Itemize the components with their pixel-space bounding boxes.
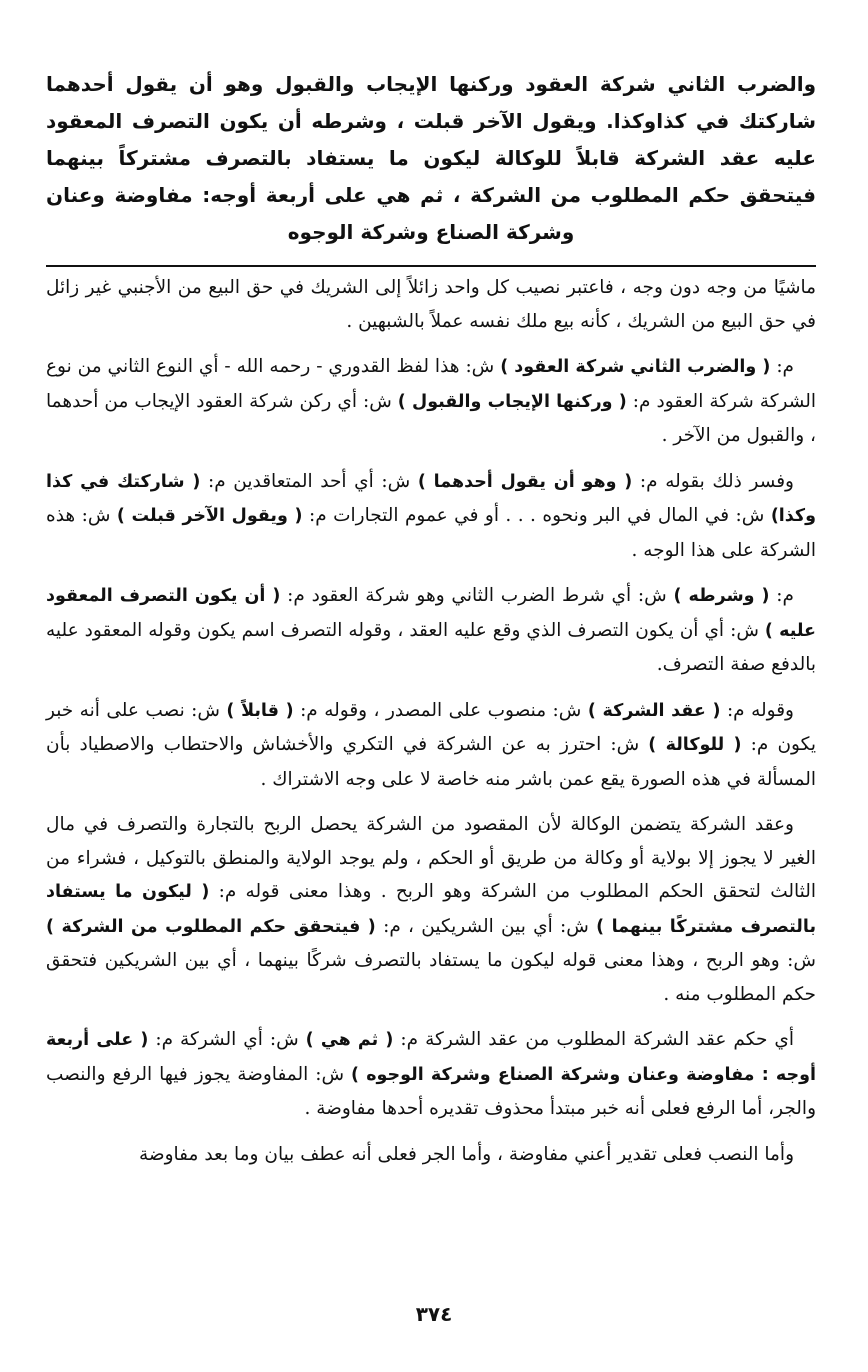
quoted-matn-phrase: ( والضرب الثاني شركة العقود ) <box>500 357 771 377</box>
quoted-matn-phrase: ( شاركتك في كذا وكذا) <box>46 471 816 526</box>
sharh-commentary <box>46 271 816 1171</box>
commentary-text: ش: نصب على أنه خبر يكون م: <box>46 699 816 755</box>
commentary-paragraph <box>46 808 816 1011</box>
quoted-matn-phrase: ( فيتحقق حكم المطلوب من الشركة ) <box>46 916 376 937</box>
commentary-text: وفسر ذلك بقوله م: <box>632 470 794 492</box>
commentary-text: ش: أي شرط الضرب الثاني وهو شركة العقود م: <box>280 585 674 606</box>
commentary-paragraph <box>46 271 816 338</box>
commentary-text: ش: هذه الشركة على هذا الوجه . <box>46 505 816 561</box>
matn-text: والضرب الثاني شركة العقود وركنها الإيجاب والقبول وهو أن يقول أحدهما شاركتك في كذاوكذا. ويقول الآخر قبلت ، وشرطه أن يكون التصرف المعقود عليه عقد الشركة قابلاً للوكالة ليكون ما يستفاد بالتصرف مشتركاً بينهما فيتحقق حكم المطلوب من الشركة ، ثم هي على أربعة أوجه: مفاوضة وعنان وشركة الصناع وشركة الوجوه <box>46 72 816 244</box>
commentary-text: ش: أي أحد المتعاقدين م: <box>200 470 418 492</box>
quoted-matn-phrase: ( قابلاً ) <box>226 700 294 721</box>
quoted-matn-phrase: ( وهو أن يقول أحدهما ) <box>417 471 633 492</box>
commentary-text: ش: أي الشركة م: <box>148 1029 306 1050</box>
commentary-text: ش: في المال في البر ونحوه . . . أو في عموم التجارات م: <box>302 505 771 526</box>
quoted-matn-phrase: ( على أربعة أوجه : مفاوضة وعنان وشركة الصناع وشركة الوجوه ) <box>46 1030 816 1085</box>
quoted-matn-phrase: ( للوكالة ) <box>648 735 742 755</box>
commentary-text: وقوله م: <box>720 699 794 721</box>
quoted-matn-phrase: ( وشرطه ) <box>673 586 770 606</box>
footnote-divider <box>46 265 816 267</box>
commentary-paragraph <box>46 1138 816 1172</box>
commentary-text: وأما النصب فعلى تقدير أعني مفاوضة ، وأما الجر فعلى أنه عطف بيان وما بعد مفاوضة <box>138 1143 794 1165</box>
quoted-matn-phrase: ( ليكون ما يستفاد بالتصرف مشتركًا بينهما ) <box>46 882 817 937</box>
commentary-paragraph <box>46 694 816 797</box>
commentary-text: وعقد الشركة يتضمن الوكالة لأن المقصود من الشركة يحصل الربح بالتجارة والتصرف في مال الغير لا يجوز إلا بولاية أو وكالة من طريق أو الحكم ، ولم يوجد الولاية والمنطق بالتوكيل ، فشراء من الثالث لتحقق الحكم المطلوب من الشركة وهو الربح . وهذا معنى قوله م: <box>46 814 816 902</box>
commentary-text: ش: احترز به عن الشركة في التكري والأخشاش والاحتطاب والاصطياد بأن المسألة في هذه الصورة يقع عمن باشر منه خاصة لا على وجه الاشتراك . <box>46 734 816 790</box>
quoted-matn-phrase: ( ويقول الآخر قبلت ) <box>116 506 303 526</box>
quoted-matn-phrase: ( ثم هي ) <box>305 1030 394 1050</box>
quoted-matn-phrase: ( عقد الشركة ) <box>587 700 721 721</box>
commentary-text: م: <box>769 585 794 606</box>
commentary-paragraph <box>46 579 816 682</box>
commentary-paragraph <box>46 465 816 568</box>
commentary-text: ش: وهو الربح ، وهذا معنى قوله ليكون ما يستفاد بالتصرف شركًا بينهما ، أي بين الشريكين فتحقق حكم المطلوب منه . <box>46 950 816 1005</box>
commentary-text: ش: أي ركن شركة العقود الإيجاب من أحدهما ، والقبول من الآخر . <box>46 390 816 446</box>
commentary-text: ش: أي بين الشريكين ، م: <box>375 915 597 937</box>
commentary-text: أي حكم عقد الشركة المطلوب من عقد الشركة م: <box>393 1029 795 1050</box>
commentary-text: ش: هذا لفظ القدوري - رحمه الله - أي النوع الثاني من نوع الشركة شركة العقود م: <box>46 356 816 412</box>
commentary-paragraph <box>46 1023 816 1126</box>
book-page <box>46 66 816 1183</box>
commentary-text: ش: أي أن يكون التصرف الذي وقع عليه العقد ، وقوله التصرف اسم يكون وقوله المعقود عليه بالدفع صفة التصرف. <box>46 619 816 675</box>
page-number: ٣٧٤ <box>415 1302 453 1326</box>
quoted-matn-phrase: ( أن يكون التصرف المعقود عليه ) <box>46 586 816 641</box>
commentary-paragraph <box>46 350 816 453</box>
commentary-text: ماشيًا من وجه دون وجه ، فاعتبر نصيب كل واحد زائلاً إلى الشريك في حق البيع من الأجنبي غير زائل في حق البيع من الشريك ، كأنه بيع ملك نفسه عملاً بالشبهين . <box>46 277 816 332</box>
commentary-text: ش: منصوب على المصدر ، وقوله م: <box>293 699 588 721</box>
quoted-matn-phrase: ( وركنها الإيجاب والقبول ) <box>397 391 627 412</box>
commentary-text: ش: المفاوضة يجوز فيها الرفع والنصب والجر، أما الرفع فعلى أنه خبر مبتدأ محذوف تقديره أحدها مفاوضة . <box>46 1063 816 1119</box>
commentary-text: م: <box>770 356 795 377</box>
